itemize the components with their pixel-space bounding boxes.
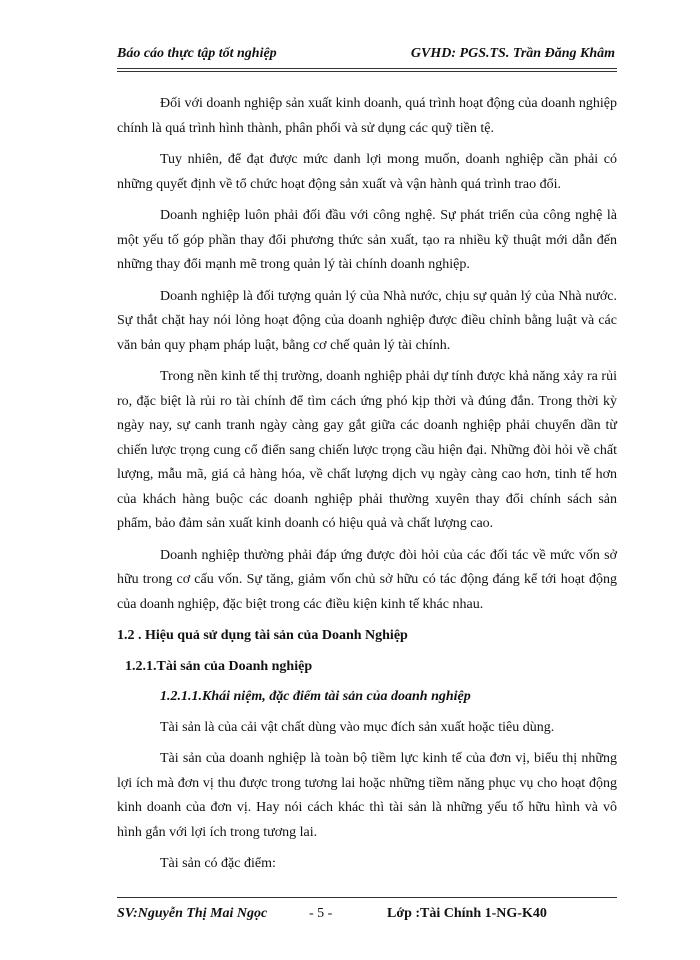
paragraph-2: Tuy nhiên, để đạt được mức danh lợi mong muốn, doanh nghiệp cần phải có những quyết định về tổ chức hoạt động sản xuất và vận hành quá trình trao đổi. — [117, 152, 617, 192]
paragraph-6: Doanh nghiệp thường phải đáp ứng được đòi hỏi của các đối tác về mức vốn sở hữu trong cơ cấu vốn. Sự tăng, giảm vốn chủ sở hữu có tác động đáng kể tới hoạt động của doanh nghiệp, đặc biệt trong các điều kiện kinh tế khác nhau. — [117, 547, 617, 612]
paragraph-4: Doanh nghiệp là đối tượng quản lý của Nhà nước, chịu sự quản lý của Nhà nước. Sự thắt chặt hay nói lỏng hoạt động của doanh nghiệp được điều chỉnh bằng luật và các văn bản quy phạm pháp luật, bằng cơ chế quản lý tài chính. — [117, 288, 617, 353]
subsubsection-heading: 1.2.1.1.Khái niệm, đặc điểm tài sản của doanh nghiệp — [160, 689, 471, 704]
paragraph-3: Doanh nghiệp luôn phải đối đầu với công nghệ. Sự phát triển của công nghệ là một yếu tố góp phần thay đổi phương thức sản xuất, tạo ra nhiều kỹ thuật mới dẫn đến những thay đổi mạnh mẽ trong quản lý tài chính doanh nghiệp. — [117, 208, 617, 272]
paragraph-7: Tài sản là của cải vật chất dùng vào mục đích sản xuất hoặc tiêu dùng. — [160, 719, 555, 735]
paragraph-9: Tài sản có đặc điểm: — [160, 856, 276, 871]
page-header — [117, 40, 617, 69]
footer-class: Lớp :Tài Chính 1-NG-K40 — [387, 906, 547, 921]
section-heading: 1.2 . Hiệu quả sử dụng tài sản của Doanh Nghiệp — [117, 628, 408, 643]
header-report-title: Báo cáo thực tập tốt nghiệp — [117, 46, 277, 61]
header-supervisor: GVHD: PGS.TS. Trần Đăng Khâm — [410, 46, 615, 61]
page-body — [117, 92, 617, 877]
paragraph-8: Tài sản của doanh nghiệp là toàn bộ tiềm lực kinh tế của đơn vị, biểu thị những lợi ích mà đơn vị thu được trong tương lai hoặc những tiềm năng phục vụ cho hoạt động kinh doanh của đơn vị. Hay nói cách khác thì tài sản là những yếu tố hữu hình và vô hình gắn với lợi ích trong tương lai. — [117, 751, 617, 840]
paragraph-1: Đối với doanh nghiệp sản xuất kinh doanh, quá trình hoạt động của doanh nghiệp chính là quá trình hình thành, phân phối và sử dụng các quỹ tiền tệ. — [117, 96, 617, 136]
paragraph-5: Trong nền kinh tế thị trường, doanh nghiệp phải dự tính được khả năng xảy ra rủi ro, đặc biệt là rủi ro tài chính để tìm cách ứng phó kịp thời và đúng đắn. Trong thời kỳ ngày nay, sự canh tranh ngày càng gay gắt giữa các doanh nghiệp phải chuyển dần từ chiến lược trọng cung cổ điển sang chiến lược trọng cầu hiện đại. Những đòi hỏi về chất lượng, mẫu mã, giá cả hàng hóa, về chất lượng dịch vụ ngày càng cao hơn, tinh tế hơn của khách hàng buộc các doanh nghiệp phải thường xuyên thay đổi chính sách sản phẩm, bảo đảm sản xuất kinh doanh có hiệu quả và chất lượng cao. — [117, 369, 617, 531]
footer-page-number: - 5 - — [309, 906, 333, 921]
page-footer — [117, 897, 617, 930]
footer-student-name: SV:Nguyễn Thị Mai Ngọc — [117, 906, 268, 921]
subsection-heading: 1.2.1.Tài sản của Doanh nghiệp — [125, 658, 313, 674]
